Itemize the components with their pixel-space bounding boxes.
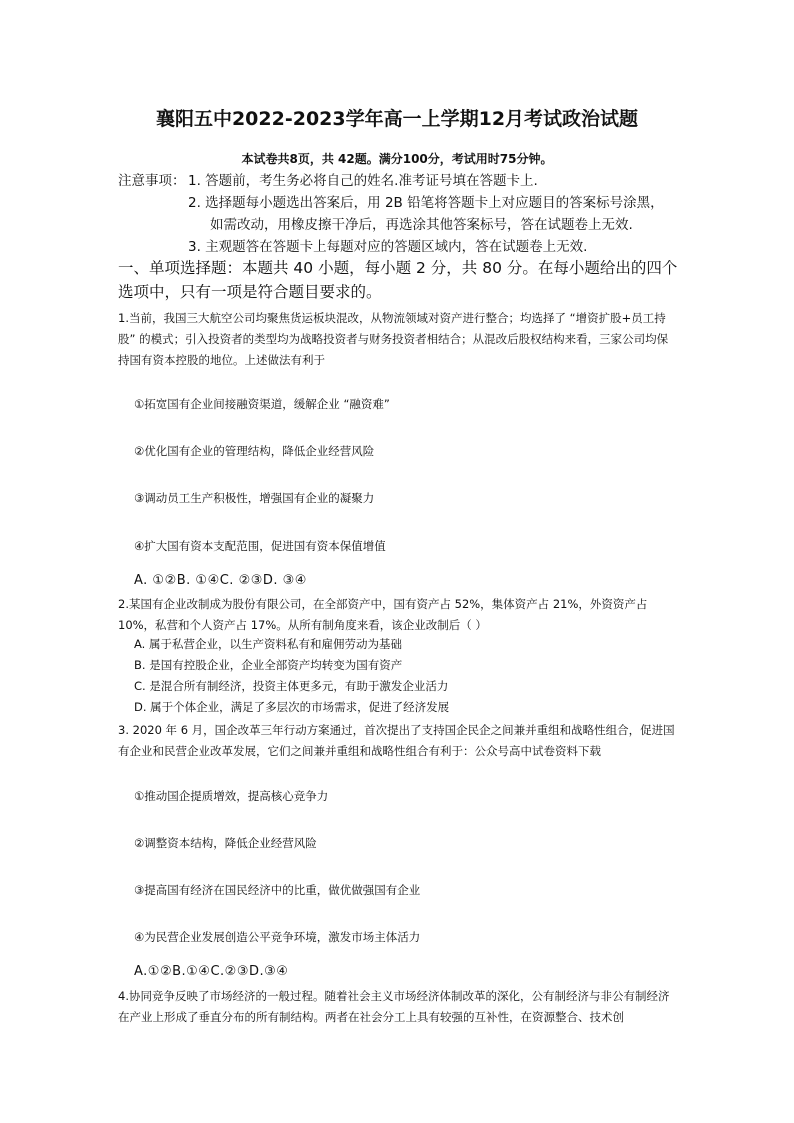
question-option: ②调整资本结构，降低企业经营风险 — [134, 836, 317, 850]
question-option: ③调动员工生产积极性，增强国有企业的凝聚力 — [134, 491, 375, 505]
question-option: ④扩大国有资本支配范围，促进国有资本保值增值 — [134, 539, 386, 553]
note-item: 2. 选择题每小题选出答案后，用 2B 铅笔将答题卡上对应题目的答案标号涂黑， — [188, 195, 664, 211]
page-title: 襄阳五中2022-2023学年高一上学期12月考试政治试题 — [155, 108, 639, 130]
question-option: ①推动国企提质增效，提高核心竞争力 — [134, 789, 329, 803]
question-option: B. 是国有控股企业，企业全部资产均转变为国有资产 — [134, 658, 403, 672]
notes-label: 注意事项： — [118, 173, 186, 189]
question-stem: 2.某国有企业改制成为股份有限公司，在全部资产中，国有资产占 52%，集体资产占 21%，外资资产占 10%，私营和个人资产占 17%。从所有制角度来看，该企业改制后（ ） — [118, 597, 648, 632]
question-option: ④为民营企业发展创造公平竞争环境，激发市场主体活力 — [134, 930, 421, 944]
question-option: D. 属于个体企业，满足了多层次的市场需求，促进了经济发展 — [134, 700, 450, 714]
note-item: 如需改动，用橡皮擦干净后，再选涂其他答案标号，答在试题卷上无效. — [210, 217, 633, 233]
question-stem: 4.协同竞争反映了市场经济的一般过程。随着社会主义市场经济体制改革的深化，公有制经济与非公有制经济在产业上形成了垂直分布的所有制结构。两者在社会分工上具有较强的互补性，在资源整合、技术创 — [118, 989, 670, 1024]
question-option: ②优化国有企业的管理结构，降低企业经营风险 — [134, 444, 375, 458]
answer-choices: A. ①②B. ①④C. ②③D. ③④ — [134, 573, 307, 588]
answer-choices: A.①②B.①④C.②③D.③④ — [134, 964, 289, 979]
section-heading: 一、单项选择题：本题共 40 小题，每小题 2 分，共 80 分。在每小题给出的四个选项中，只有一项是符合题目要求的。 — [118, 259, 678, 301]
question-option: C. 是混合所有制经济，投资主体更多元，有助于激发企业活力 — [134, 679, 449, 693]
note-item: 1. 答题前，考生务必将自己的姓名.准考证号填在答题卡上. — [188, 173, 538, 189]
exam-info: 本试卷共8页，共 42题。满分100分，考试用时75分钟。 — [241, 152, 553, 166]
question-stem: 1.当前，我国三大航空公司均聚焦货运板块混改，从物流领域对资产进行整合；均选择了 “增资扩股+员工持股” 的模式；引入投资者的类型均为战略投资者与财务投资者相结合；从混改后股权结构来看，三家公司均保持国有资本控股的地位。上述做法有利于 — [118, 311, 669, 367]
note-item: 3. 主观题答在答题卡上每题对应的答题区域内，答在试题卷上无效. — [188, 239, 588, 255]
question-option: ①拓宽国有企业间接融资渠道，缓解企业 “融资难” — [134, 397, 390, 411]
question-option: ③提高国有经济在国民经济中的比重，做优做强国有企业 — [134, 883, 421, 897]
question-stem: 3. 2020 年 6 月，国企改革三年行动方案通过，首次提出了支持国企民企之间兼并重组和战略性组合，促进国有企业和民营企业改革发展，它们之间兼并重组和战略性组合有利于：公众号高中试卷资料下载 — [118, 723, 675, 758]
question-option: A. 属于私营企业，以生产资料私有和雇佣劳动为基础 — [134, 637, 402, 651]
